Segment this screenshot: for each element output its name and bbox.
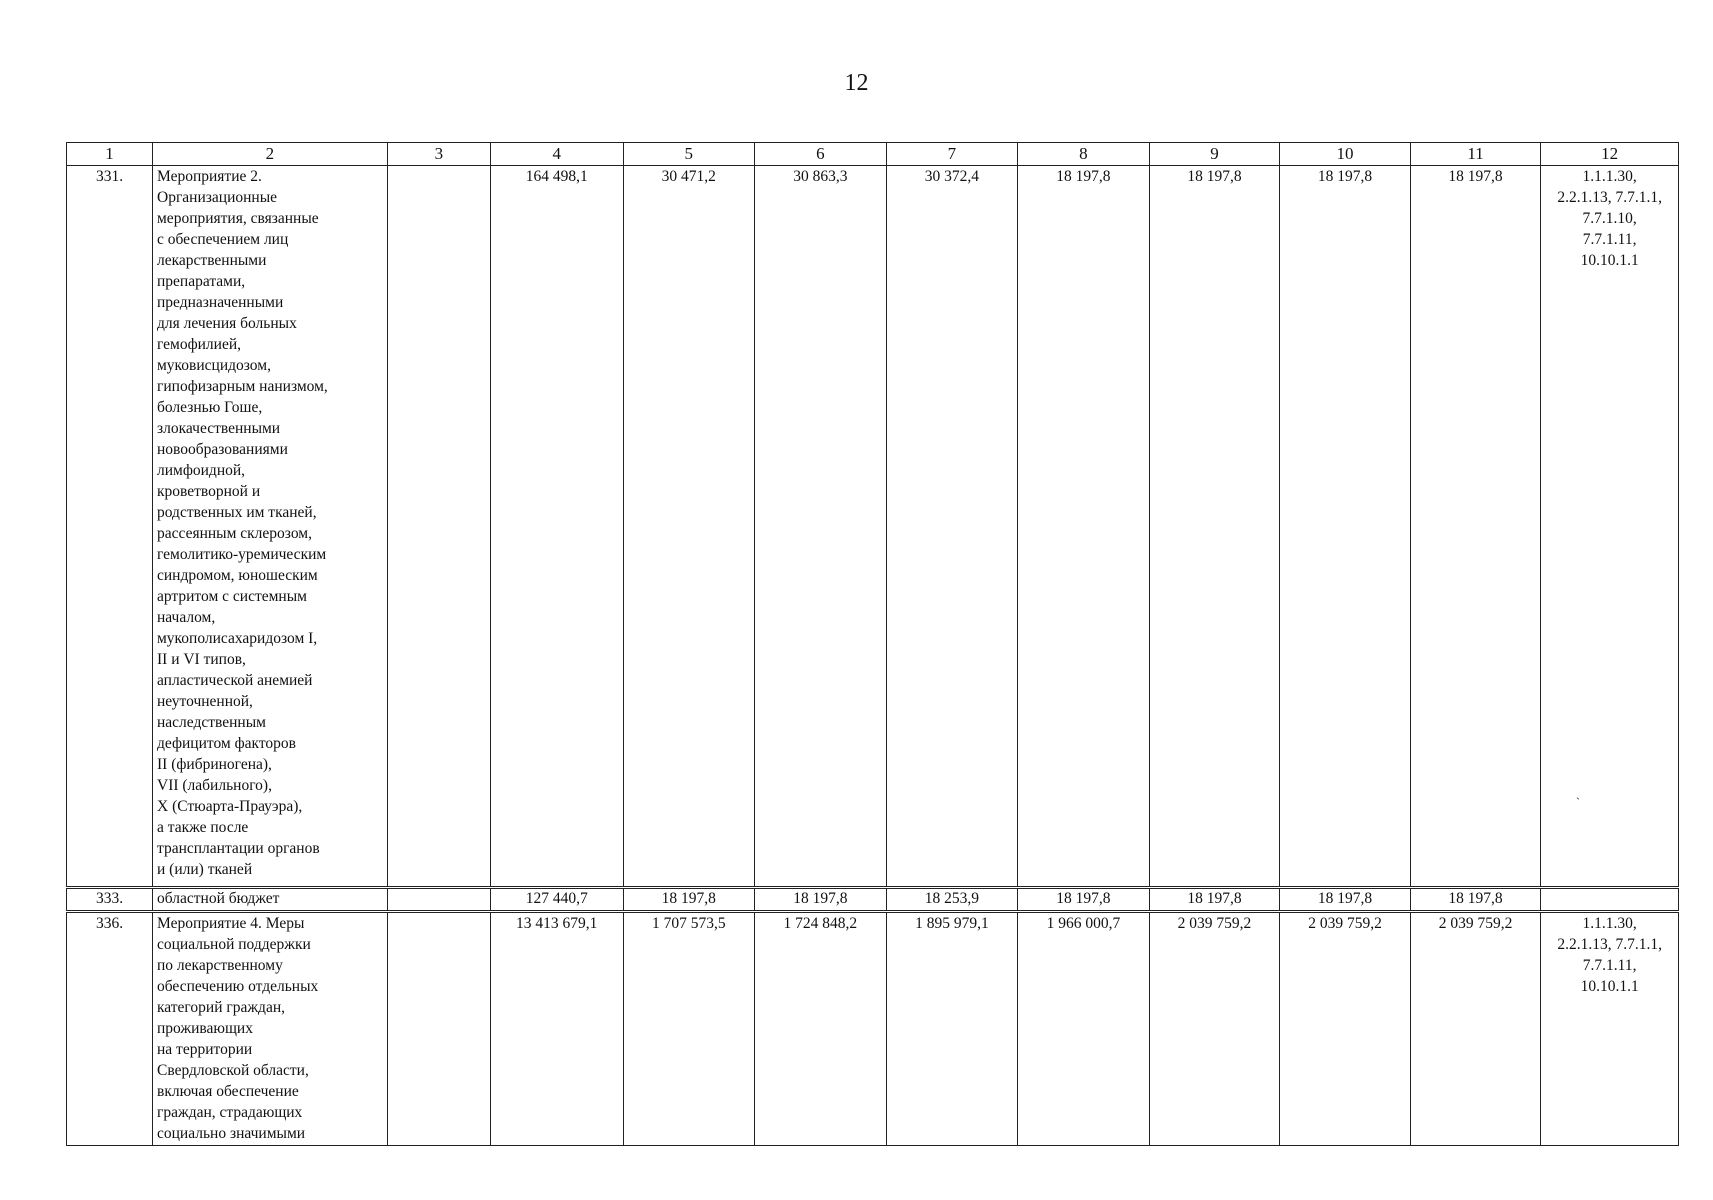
value-cell: 1 966 000,7 xyxy=(1018,912,1150,1146)
value-cell: 18 197,8 xyxy=(755,888,887,912)
value-cell: 18 253,9 xyxy=(886,888,1018,912)
row-col3 xyxy=(387,166,490,888)
value-cell: 30 372,4 xyxy=(886,166,1018,888)
column-header: 12 xyxy=(1541,143,1679,166)
value-cell: 2 039 759,2 xyxy=(1410,912,1541,1146)
value-cell: 18 197,8 xyxy=(1018,888,1150,912)
value-cell: 1 724 848,2 xyxy=(755,912,887,1146)
column-header: 4 xyxy=(490,143,623,166)
table-row xyxy=(67,888,1679,912)
value-cell: 2 039 759,2 xyxy=(1280,912,1411,1146)
value-cell: 18 197,8 xyxy=(1410,888,1541,912)
row-description: областной бюджет xyxy=(153,888,388,912)
target-codes: 1.1.1.30, 2.2.1.13, 7.7.1.1, 7.7.1.11, 10.10.1.1 xyxy=(1541,912,1679,1146)
value-cell: 18 197,8 xyxy=(1280,166,1411,888)
value-cell: 18 197,8 xyxy=(1280,888,1411,912)
column-header: 2 xyxy=(153,143,388,166)
row-description: Мероприятие 4. Меры социальной поддержки по лекарственному обеспечению отдельных категорий граждан, проживающих на территории Свердловской области, включая обеспечение граждан, страдающих социально значимыми xyxy=(153,912,388,1146)
table-header-row xyxy=(67,143,1679,166)
scan-mark: ˋ xyxy=(1576,795,1580,809)
value-cell: 13 413 679,1 xyxy=(490,912,623,1146)
row-col3 xyxy=(387,888,490,912)
row-number: 333. xyxy=(67,888,153,912)
target-codes: 1.1.1.30, 2.2.1.13, 7.7.1.1, 7.7.1.10, 7.7.1.11, 10.10.1.1 xyxy=(1541,166,1679,888)
page-number: 12 xyxy=(844,70,869,96)
column-header: 6 xyxy=(755,143,887,166)
row-number: 336. xyxy=(67,912,153,1146)
row-description: Мероприятие 2. Организационные мероприятия, связанные с обеспечением лиц лекарственными препаратами, предназначенными для лечения больных гемофилией, муковисцидозом, гипофизарным нанизмом, болезнью Гоше, злокачественными новообразованиями лимфоидной, кроветворной и родственных им тканей, рассеянным склерозом, гемолитико-уремическим синдромом, юношеским артритом с системным началом, мукополисахаридозом I, II и VI типов, апластической анемией неуточненной, наследственным дефицитом факторов II (фибриногена), VII (лабильного), X (Стюарта-Прауэра), а также после трансплантации органов и (или) тканей xyxy=(153,166,388,888)
value-cell: 30 863,3 xyxy=(755,166,887,888)
value-cell: 18 197,8 xyxy=(1149,888,1280,912)
column-header: 8 xyxy=(1018,143,1150,166)
value-cell: 1 707 573,5 xyxy=(623,912,755,1146)
column-header: 7 xyxy=(886,143,1018,166)
value-cell: 18 197,8 xyxy=(1410,166,1541,888)
column-header: 11 xyxy=(1410,143,1541,166)
table-row xyxy=(67,166,1679,888)
row-number: 331. xyxy=(67,166,153,888)
row-col3 xyxy=(387,912,490,1146)
column-header: 9 xyxy=(1149,143,1280,166)
column-header: 1 xyxy=(67,143,153,166)
value-cell: 18 197,8 xyxy=(623,888,755,912)
column-header: 3 xyxy=(387,143,490,166)
value-cell: 1 895 979,1 xyxy=(886,912,1018,1146)
value-cell: 18 197,8 xyxy=(1149,166,1280,888)
value-cell: 18 197,8 xyxy=(1018,166,1150,888)
column-header: 10 xyxy=(1280,143,1411,166)
value-cell: 127 440,7 xyxy=(490,888,623,912)
value-cell: 2 039 759,2 xyxy=(1149,912,1280,1146)
column-header: 5 xyxy=(623,143,755,166)
table-row xyxy=(67,912,1679,1146)
budget-table xyxy=(66,142,1679,1146)
value-cell: 164 498,1 xyxy=(490,166,623,888)
value-cell: 30 471,2 xyxy=(623,166,755,888)
target-codes xyxy=(1541,888,1679,912)
